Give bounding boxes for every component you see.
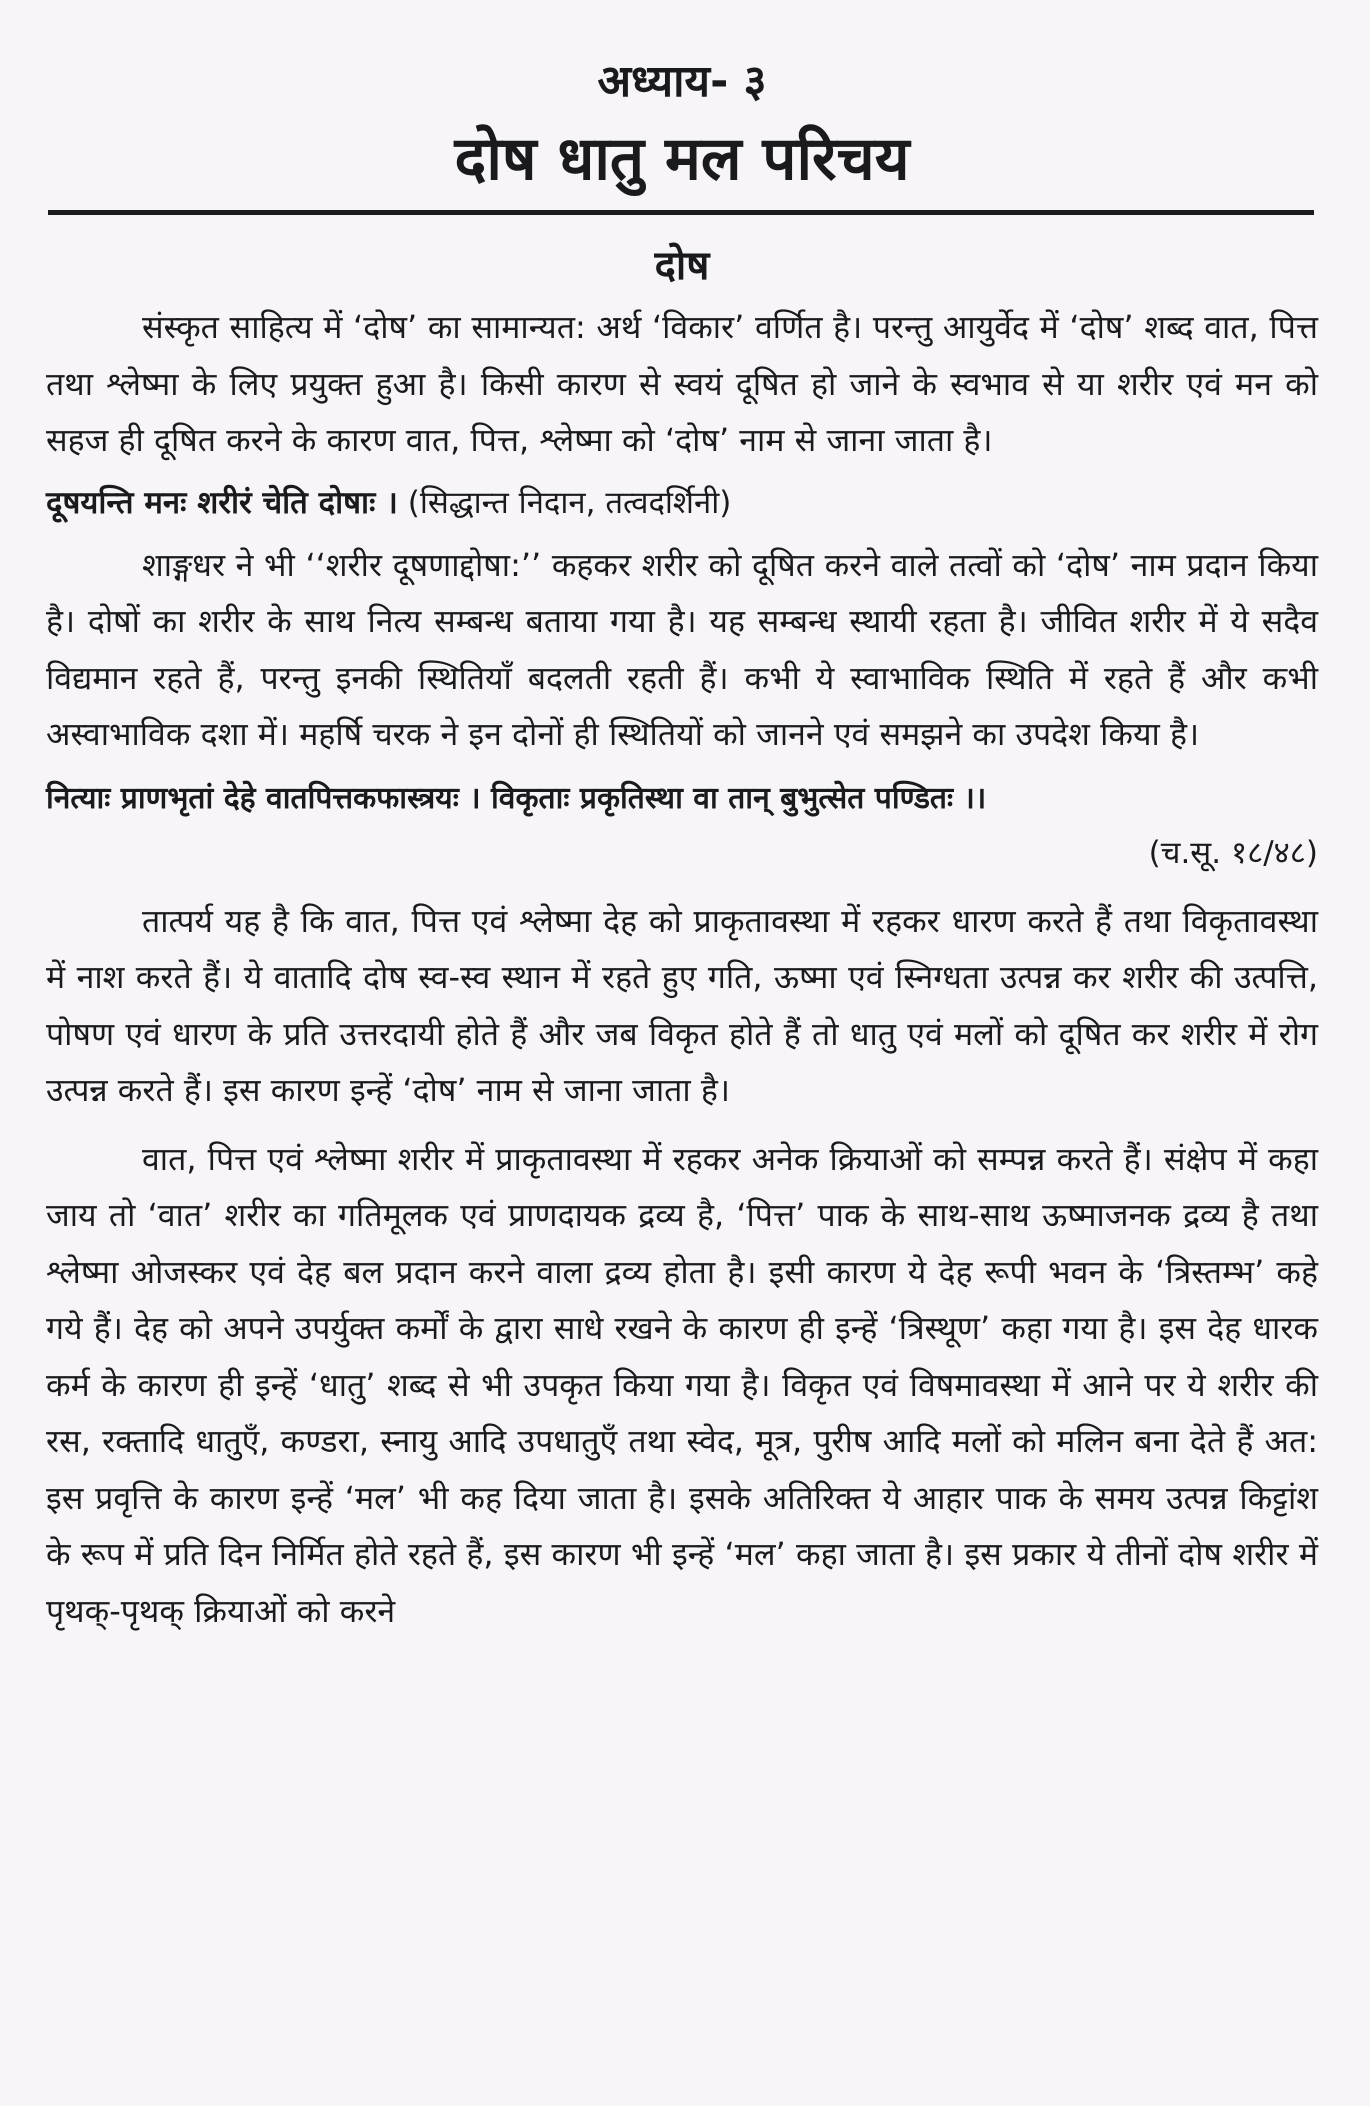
verse-1-source: (सिद्धान्त निदान, तत्वदर्शिनी) xyxy=(407,484,732,521)
chapter-number: अध्याय- ३ xyxy=(597,56,767,107)
paragraph-1: संस्कृत साहित्य में ‘दोष’ का सामान्यत: अर्थ ‘विकार’ वर्णित है। परन्तु आयुर्वेद में ‘दोष’ शब्द वात, पित्त तथा श्लेष्मा के लिए प्रयुक्त हुआ है। किसी कारण से स्वयं दूषित हो जाने के स्वभाव से या शरीर एवं मन को सहज ही दूषित करने के कारण वात, पित्त, श्लेष्मा को ‘दोष’ नाम से जाना जाता है। xyxy=(46,308,1318,459)
paragraph-2: शाङ्गधर ने भी ‘‘शरीर दूषणाद्दोषा:’’ कहकर शरीर को दूषित करने वाले तत्वों को ‘दोष’ नाम प्रदान किया है। दोषों का शरीर के साथ नित्य सम्बन्ध बताया गया है। यह सम्बन्ध स्थायी रहता है। जीवित शरीर में ये सदैव विद्यमान रहते हैं, परन्तु इनकी स्थितियाँ बदलती रहती हैं। कभी ये स्वाभाविक स्थिति में रहते हैं और कभी अस्वाभाविक दशा में। महर्षि चरक ने इन दोनों ही स्थितियों को जानने एवं समझने का उपदेश किया है। xyxy=(46,545,1318,753)
title-divider xyxy=(48,210,1314,215)
paragraph-3: तात्पर्य यह है कि वात, पित्त एवं श्लेष्मा देह को प्राकृतावस्था में रहकर धारण करते हैं तथा विकृतावस्था में नाश करते हैं। ये वातादि दोष स्व-स्व स्थान में रहते हुए गति, ऊष्मा एवं स्निग्धता उत्पन्न कर शरीर की उत्पत्ति, पोषण एवं धारण के प्रति उत्तरदायी होते हैं और जब विकृत होते हैं तो धातु एवं मलों को दूषित कर शरीर में रोग उत्पन्न करते हैं। इस कारण इन्हें ‘दोष’ नाम से जाना जाता है। xyxy=(46,901,1318,1109)
chapter-title: दोष धातु मल परिचय xyxy=(454,124,910,194)
verse-1-text: दूषयन्ति मनः शरीरं चेति दोषाः । xyxy=(46,484,398,521)
section-heading: दोष xyxy=(654,243,710,289)
paragraph-gap xyxy=(46,1119,1318,1131)
verse-2-text: नित्याः प्राणभृतां देहे वातपित्तकफास्त्रयः । विकृताः प्रकृतिस्था वा तान् बुभुत्सेत पण्डितः ।। xyxy=(46,780,987,816)
paragraph-4: वात, पित्त एवं श्लेष्मा शरीर में प्राकृतावस्था में रहकर अनेक क्रियाओं को सम्पन्न करते हैं। संक्षेप में कहा जाय तो ‘वात’ शरीर का गतिमूलक एवं प्राणदायक द्रव्य है, ‘पित्त’ पाक के साथ-साथ ऊष्माजनक द्रव्य है तथा श्लेष्मा ओजस्कर एवं देह बल प्रदान करने वाला द्रव्य होता है। इसी कारण ये देह रूपी भवन के ‘त्रिस्तम्भ’ कहे गये हैं। देह को अपने उपर्युक्त कर्मों के द्वारा साधे रखने के कारण ही इन्हें ‘त्रिस्थूण’ कहा गया है। इस देह धारक कर्म के कारण ही इन्हें ‘धातु’ शब्द से भी उपकृत किया गया है। विकृत एवं विषमावस्था में आने पर ये शरीर की रस, रक्तादि धातुएँ, कण्डरा, स्नायु आदि उपधातुएँ तथा स्वेद, मूत्र, पुरीष आदि मलों को मलिन बना देते हैं अत: इस प्रवृत्ति के कारण इन्हें ‘मल’ भी कह दिया जाता है। इसके अतिरिक्त ये आहार पाक के समय उत्पन्न किट्टांश के रूप में प्रति दिन निर्मित होते रहते हैं, इस कारण भी इन्हें ‘मल’ कहा जाता है। इस प्रकार ये तीनों दोष शरीर में पृथक्-पृथक् क्रियाओं को करने xyxy=(46,1139,1318,1630)
verse-2-citation: (च.सू. १८/४८) xyxy=(1148,834,1318,871)
verse-1 xyxy=(46,475,1318,531)
